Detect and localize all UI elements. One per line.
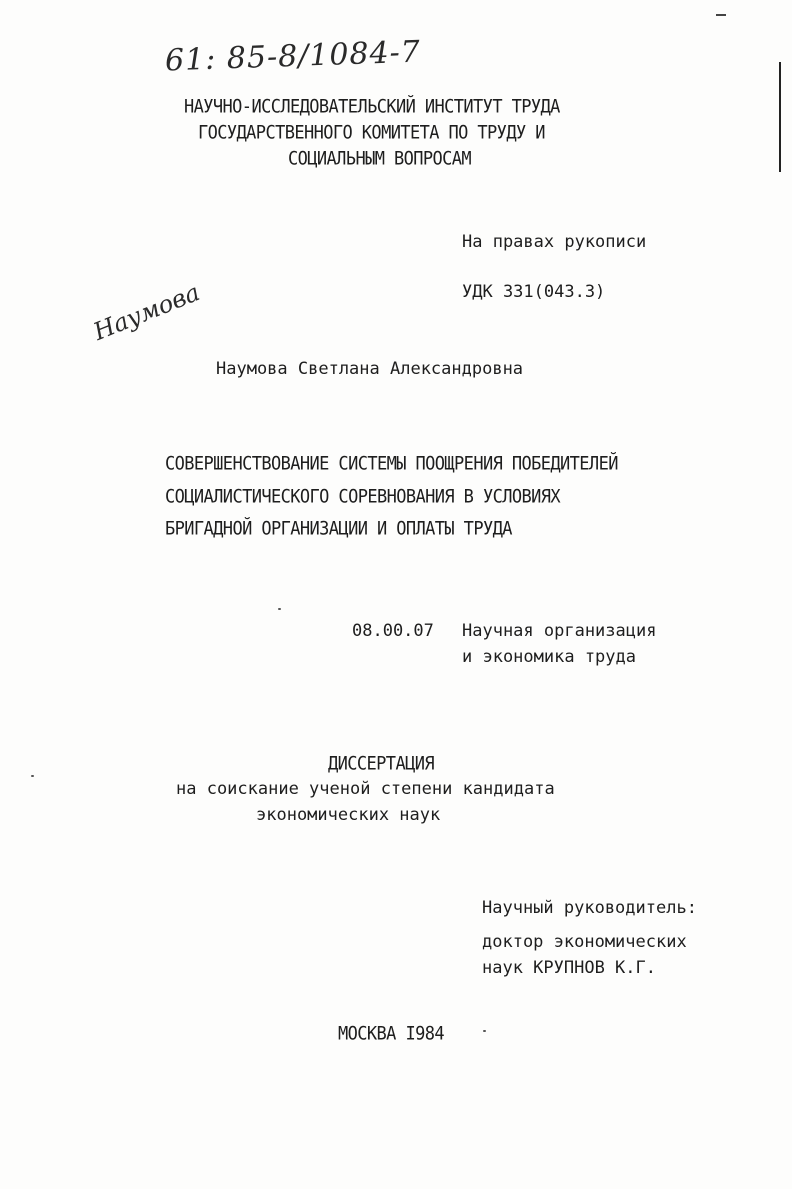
rights-notice: На правах рукописи bbox=[462, 232, 647, 252]
supervisor-degree: доктор экономических bbox=[482, 932, 687, 952]
dissertation-line-2: экономических наук bbox=[256, 805, 441, 825]
specialty-name-line-2: и экономика труда bbox=[462, 647, 636, 667]
title-line-2: СОЦИАЛИСТИЧЕСКОГО СОРЕВНОВАНИЯ В УСЛОВИЯХ bbox=[165, 486, 561, 509]
supervisor-name: наук КРУПНОВ К.Г. bbox=[482, 958, 656, 978]
institute-line-3: СОЦИАЛЬНЫМ ВОПРОСАМ bbox=[288, 148, 472, 171]
udc-code: УДК 331(043.3) bbox=[462, 282, 606, 302]
title-line-1: СОВЕРШЕНСТВОВАНИЕ СИСТЕМЫ ПООЩРЕНИЯ ПОБЕДИТЕЛЕЙ bbox=[165, 453, 618, 476]
supervisor-label: Научный руководитель: bbox=[482, 898, 697, 918]
institute-line-1: НАУЧНО-ИССЛЕДОВАТЕЛЬСКИЙ ИНСТИТУТ ТРУДА bbox=[184, 96, 560, 119]
scan-speck bbox=[278, 608, 281, 610]
specialty-name-line-1: Научная организация bbox=[462, 621, 657, 641]
handwritten-signature: Наумова bbox=[89, 278, 204, 346]
institute-line-2: ГОСУДАРСТВЕННОГО КОМИТЕТА ПО ТРУДУ И bbox=[198, 122, 545, 145]
scan-edge-mark bbox=[779, 62, 781, 172]
archive-code-handwritten: 61: 85-8/1084-7 bbox=[164, 34, 422, 79]
author-name: Наумова Светлана Александровна bbox=[216, 359, 524, 379]
specialty-code: 08.00.07 bbox=[352, 621, 434, 641]
scan-speck bbox=[483, 1030, 486, 1032]
title-line-3: БРИГАДНОЙ ОРГАНИЗАЦИИ И ОПЛАТЫ ТРУДА bbox=[165, 518, 512, 541]
dissertation-heading: ДИССЕРТАЦИЯ bbox=[328, 753, 434, 776]
scan-speck bbox=[31, 775, 34, 777]
dissertation-line-1: на соискание ученой степени кандидата bbox=[176, 779, 555, 799]
city-year: МОСКВА I984 bbox=[338, 1023, 444, 1046]
scan-corner-mark bbox=[716, 14, 726, 16]
